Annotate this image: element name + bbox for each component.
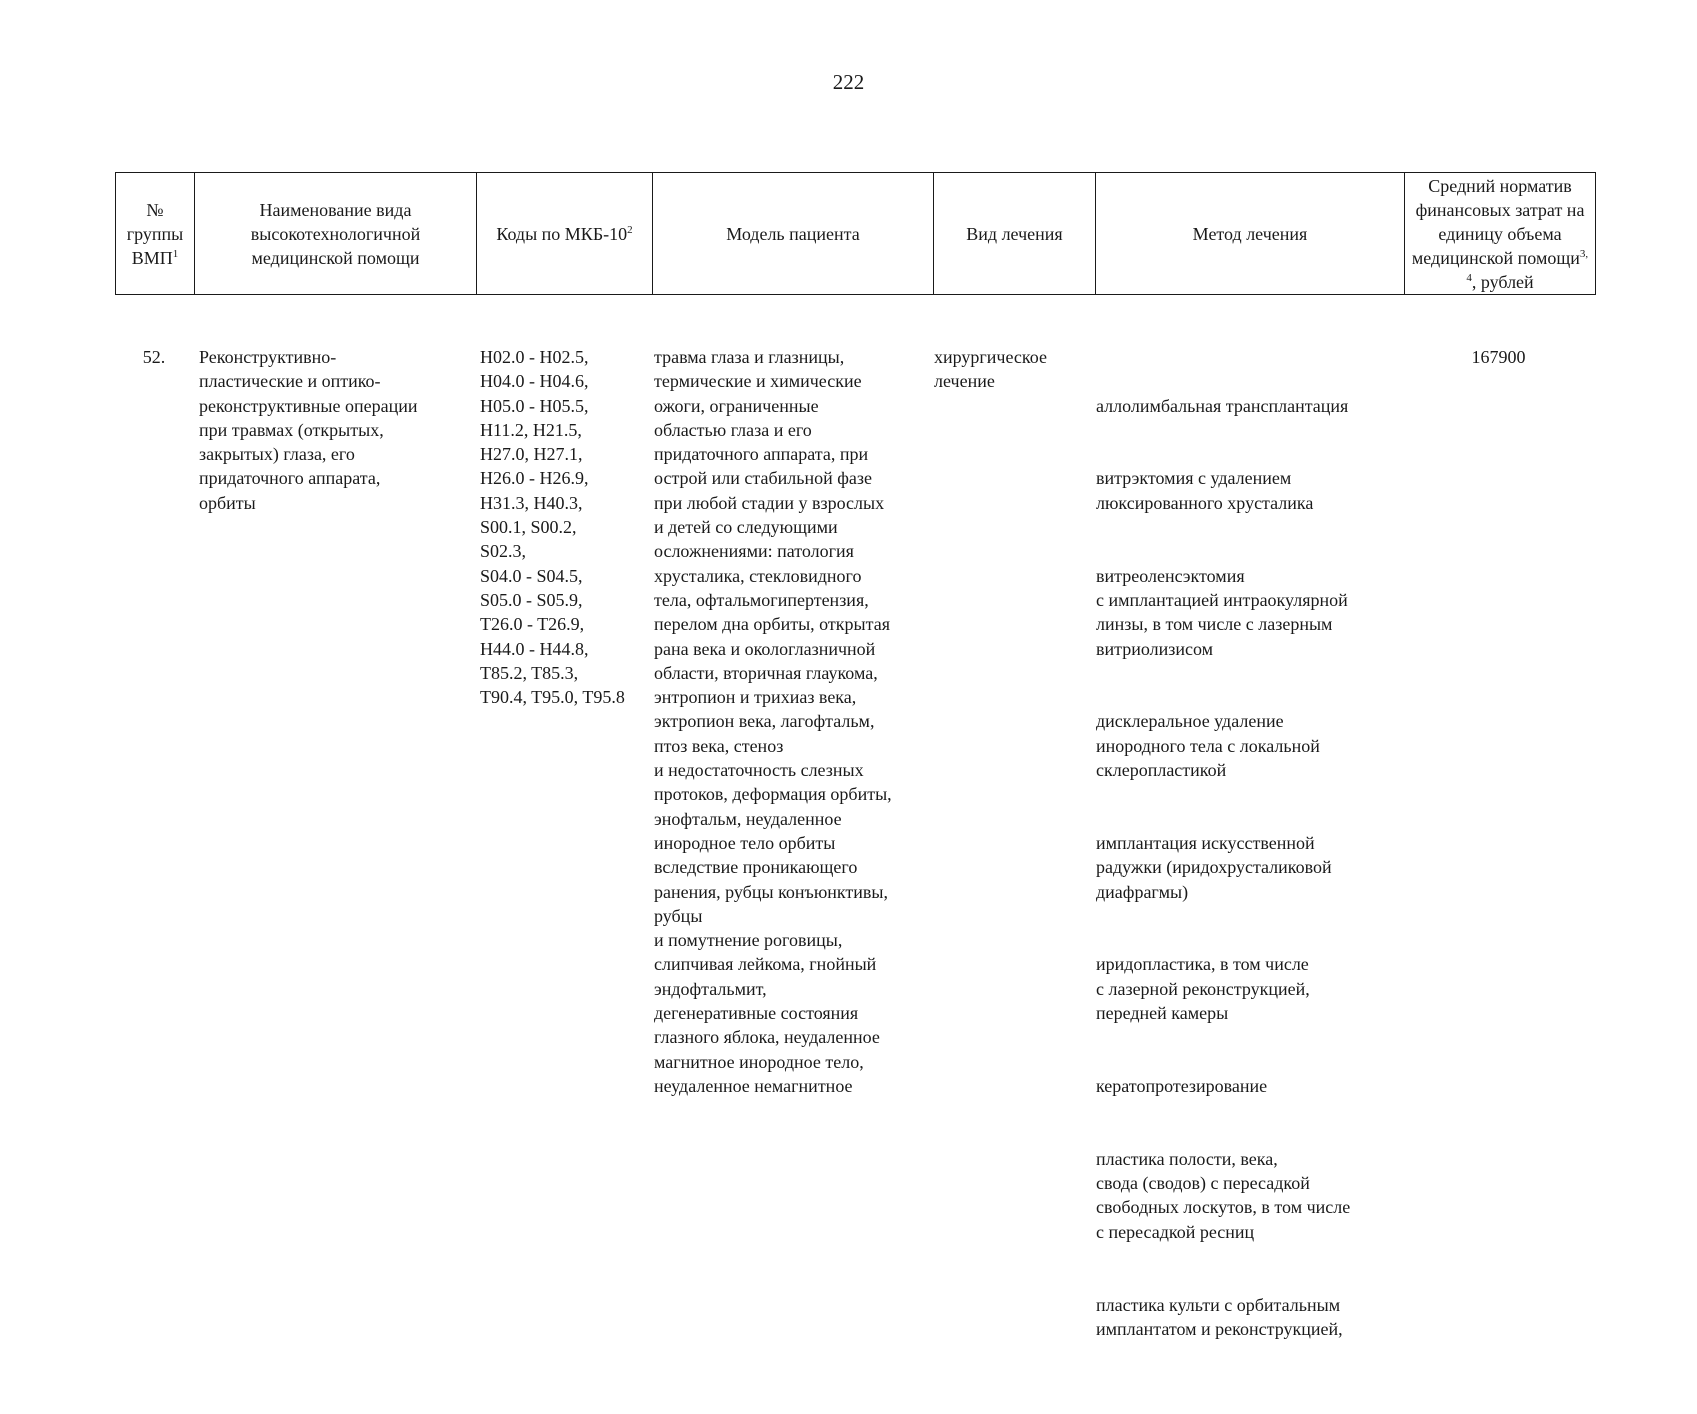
header-treatment-method: Метод лечения [1096, 173, 1405, 295]
header-treatment-type: Вид лечения [934, 173, 1096, 295]
method-item: пластика культи с орбитальным имплантатом и реконструкцией, [1096, 1294, 1343, 1339]
row-treatment-methods [1096, 345, 1396, 1414]
header-patient-model: Модель пациента [653, 173, 934, 295]
method-item: дисклеральное удаление инородного тела с локальной склеропластикой [1096, 711, 1320, 781]
header-group-word: группы [126, 223, 184, 244]
header-icd-label: Коды по МКБ-10 [496, 223, 628, 244]
row-care-name: Реконструктивно- пластические и оптико- реконструктивные операции при травмах (открытых, закрытых) глаза, его придаточного аппарата, орбиты [199, 347, 418, 513]
header-number-sign: № [146, 199, 164, 220]
header-row [116, 173, 1596, 295]
row-icd-codes: H02.0 - H02.5, H04.0 - H04.6, H05.0 - H05.5, H11.2, H21.5, H27.0, H27.1, H26.0 - H26.9, H31.3, H40.3, S00.1, S00.2, S02.3, S04.0 - S04.5, S05.0 - S05.9, T26.0 - T26.9, H44.0 - H44.8, T85.2, T85.3, T90.4, T95.0, T95.8 [480, 347, 625, 708]
row-treatment-type: хирургическое лечение [934, 347, 1047, 392]
header-cost [1405, 173, 1596, 295]
page-number: 222 [832, 70, 865, 94]
method-item: кератопротезирование [1096, 1075, 1268, 1096]
header-vmp-word: ВМП [131, 247, 173, 268]
method-item: витреоленсэктомия с имплантацией интраокулярной линзы, в том числе с лазерным витриолизисом [1096, 565, 1348, 659]
method-item: аллолимбальная трансплантация [1096, 395, 1349, 416]
table-header [115, 172, 1596, 295]
method-item: витрэктомия с удалением люксированного хрусталика [1096, 468, 1314, 513]
row-patient-model: травма глаза и глазницы, термические и химические ожоги, ограниченные областью глаза и его придаточного аппарата, при острой или стабильной фазе при любой стадии у взрослых и детей со следующими осложнениями: патология хрусталика, стекловидного тела, офтальмогипертензия, перелом дна орбиты, открытая рана века и окологлазничной области, вторичная глаукома, энтропион и трихиаз века, эктропион века, лагофтальм, птоз века, стеноз и недостаточность слезных протоков, деформация орбиты, энофтальм, неудаленное инородное тело орбиты вследствие проникающего ранения, рубцы конъюнктивы, рубцы и помутнение роговицы, слипчивая лейкома, гнойный эндофтальмит, дегенеративные состояния глазного яблока, неудаленное магнитное инородное тело, неудаленное немагнитное [654, 347, 892, 1096]
method-list [1096, 369, 1396, 1389]
method-item: пластика полости, века, свода (сводов) с пересадкой свободных лоскутов, в том числе с пересадкой ресниц [1096, 1148, 1351, 1242]
method-item: иридопластика, в том числе с лазерной реконструкцией, передней камеры [1096, 954, 1310, 1024]
header-icd-codes [477, 173, 653, 295]
footnote-ref: 1 [172, 247, 179, 260]
header-cost-suffix: , рублей [1471, 271, 1534, 292]
header-cost-label: Средний норматив финансовых затрат на единицу объема медицинской помощи [1411, 175, 1585, 268]
row-number: 52. [142, 347, 166, 367]
row-cost: 167900 [1471, 347, 1526, 367]
header-care-name: Наименование вида высокотехнологичной медицинской помощи [195, 173, 477, 295]
footnote-ref: 3, 4 [1466, 247, 1589, 284]
header-group-number [116, 173, 195, 295]
method-item: имплантация искусственной радужки (иридохрусталиковой диафрагмы) [1096, 832, 1332, 902]
footnote-ref: 2 [627, 223, 633, 236]
